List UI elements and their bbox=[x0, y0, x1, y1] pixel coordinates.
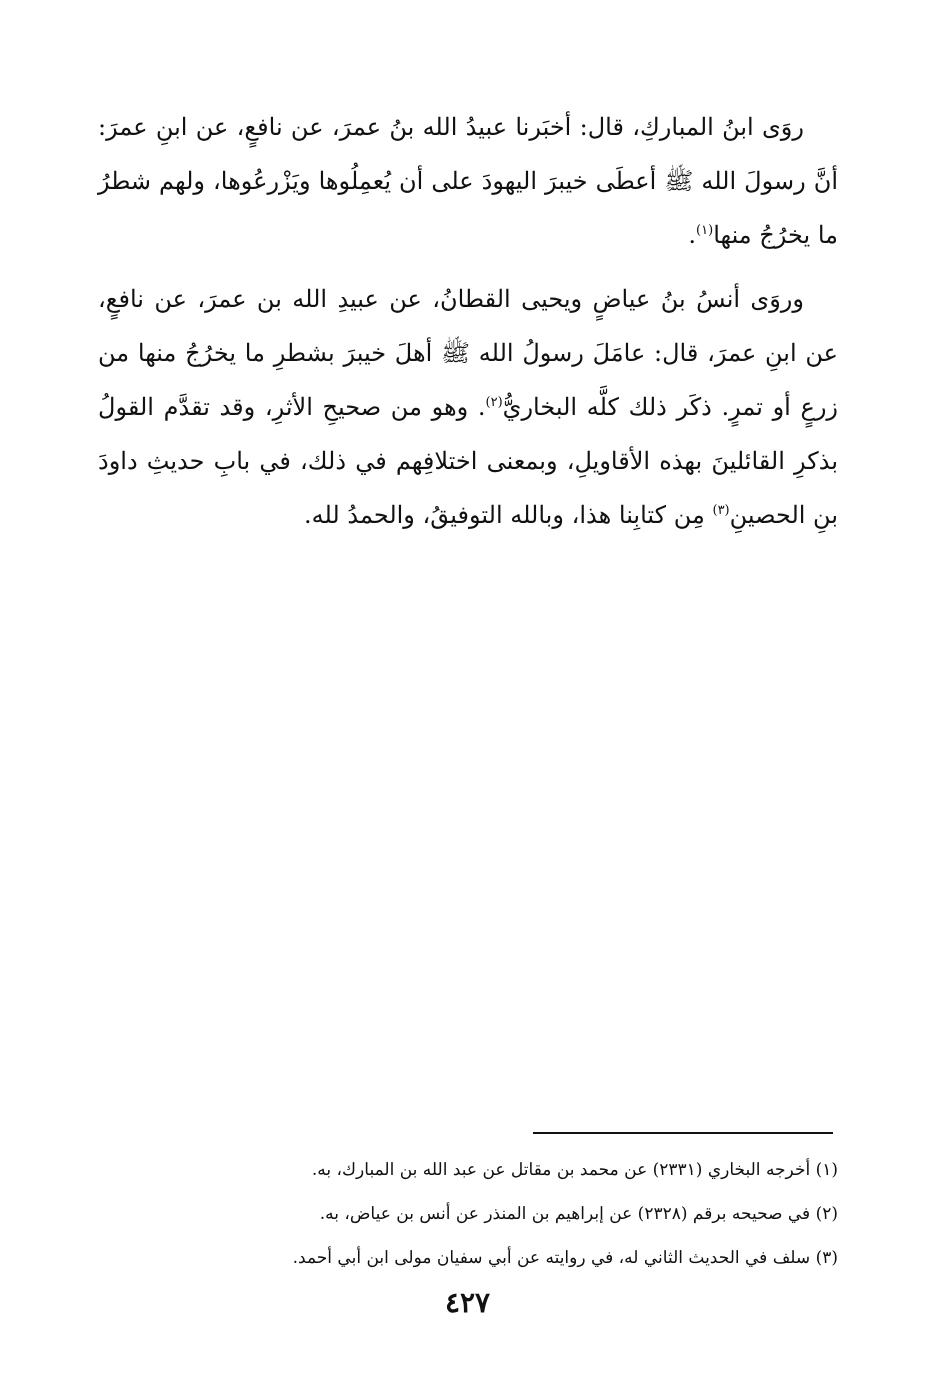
footnote-2: (٢) في صحيحه برقم (٢٣٢٨) عن إبراهيم بن المنذر عن أنس بن عياض، به. bbox=[319, 1204, 838, 1224]
paragraph-2-text: وروَى أنسُ بنُ عياضٍ ويحيى القطانُ، عن عبيدِ الله بن عمرَ، عن نافعٍ، عن ابنِ عمرَ، قال: عامَلَ رسولُ الله ﷺ أهلَ خيبرَ بشطرِ ما يخرُجُ منها من زرعٍ أو تمرٍ. ذكَر ذلك كلَّه البخاريُّ bbox=[98, 285, 838, 421]
main-text bbox=[98, 100, 838, 552]
paragraph-2-end: مِن كتابِنا هذا، وبالله التوفيقُ، والحمدُ لله. bbox=[303, 501, 713, 529]
footnote-3: (٣) سلف في الحديث الثاني له، في روايته عن أبي سفيان مولى ابن أبي أحمد. bbox=[292, 1248, 838, 1268]
footnote-1: (١) أخرجه البخاري (٢٣٣١) عن محمد بن مقاتل عن عبد الله بن المبارك، به. bbox=[311, 1160, 838, 1180]
footnote-divider bbox=[533, 1132, 833, 1134]
page-number: ٤٢٧ bbox=[444, 1286, 491, 1319]
footnote-ref-2[interactable]: (٢) bbox=[485, 395, 503, 410]
paragraph-1-text: روَى ابنُ المباركِ، قال: أخبَرنا عبيدُ الله بنُ عمرَ، عن نافعٍ، عن ابنِ عمرَ: أنَّ رسولَ الله ﷺ أعطَى خيبرَ اليهودَ على أن يُعمِلُوها ويَزْرعُوها، ولهم شطرُ ما يخرُجُ منها bbox=[98, 113, 838, 249]
paragraph-1 bbox=[98, 100, 838, 262]
footnote-ref-1[interactable]: (١) bbox=[696, 223, 714, 238]
footnote-ref-3[interactable]: (٣) bbox=[712, 503, 730, 518]
paragraph-2 bbox=[98, 272, 838, 542]
footnotes bbox=[98, 1148, 838, 1280]
paragraph-1-end: . bbox=[688, 221, 697, 249]
paragraph-2-middle: . وهو من صحيحِ الأثرِ، وقد تقدَّم القولُ بذكرِ القائلينَ بهذه الأقاويلِ، وبمعنى اختلافِهم في ذلك، في بابِ حديثِ داودَ بنِ الحصينِ bbox=[98, 393, 839, 529]
